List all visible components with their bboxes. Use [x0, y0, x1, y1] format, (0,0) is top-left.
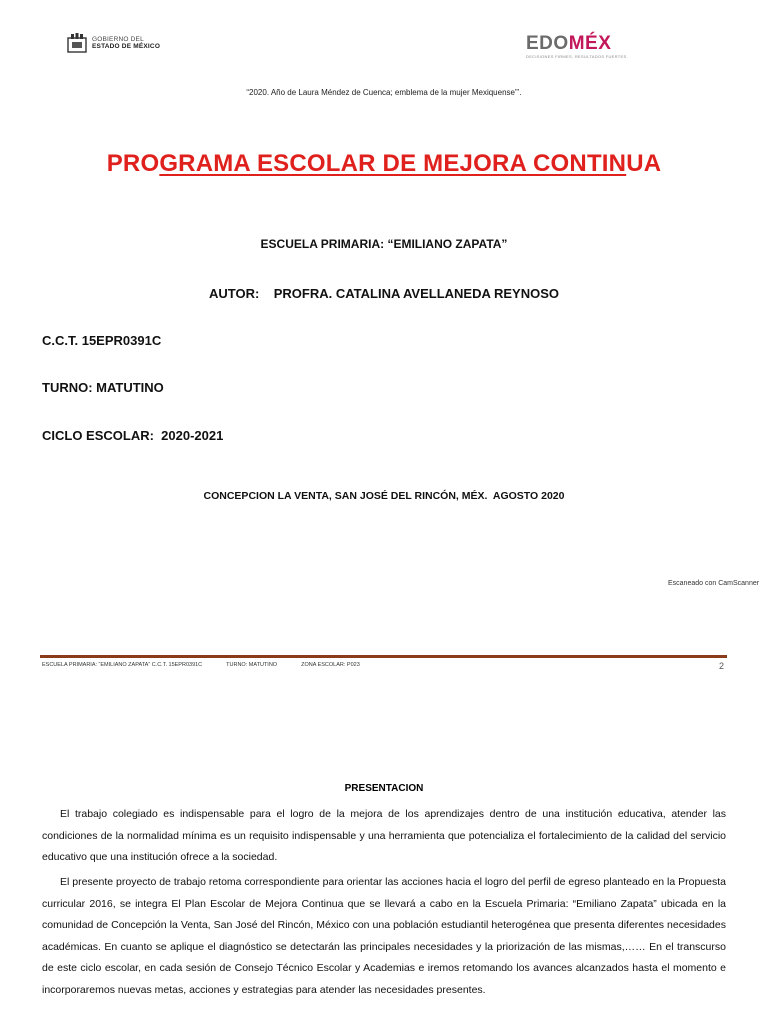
place-date: CONCEPCION LA VENTA, SAN JOSÉ DEL RINCÓN, MÉX. AGOSTO 2020: [203, 490, 565, 502]
footer-zone: ZONA ESCOLAR: P023: [301, 662, 360, 668]
shift: TURNO: MATUTINO: [42, 380, 164, 395]
cct-code: C.C.T. 15EPR0391C: [42, 333, 162, 348]
year-motto: “2020. Año de Laura Méndez de Cuenca; emblema de la mujer Mexiquense”’.: [246, 88, 522, 97]
title-part-1: PRO: [106, 150, 160, 177]
gov-logo-line-1: GOBIERNO DEL: [92, 36, 144, 43]
paragraph-2: El presente proyecto de trabajo retoma correspondiente para orientar las acciones hacia el logro del perfil de egreso planteado en la Propuesta curricular 2016, se integra El Plan Escolar de Mejora Continua que se llevará a cabo en la Escuela Primaria: “Emiliano Zapata” ubicada en la comunidad de Concepción la Venta, San José del Rincón, México con una población estudiantil heterogénea que presenta diferentes necesidades académicas. En cuanto se aplique el diagnóstico se detectarán las principales necesidades y la priorización de las mismas,…… En el transcurso de este ciclo escolar, en cada sesión de Consejo Técnico Escolar y Academias e iremos retomando los avances alcanzados hasta el momento e incorporaremos nuevas metas, acciones y estrategias para atender las necesidades presentes.: [42, 876, 726, 996]
edomex-logo-mx: MÉX: [568, 33, 612, 54]
author-line: AUTOR: PROFRA. CATALINA AVELLANEDA REYNOSO: [208, 286, 560, 301]
document-title: [0, 150, 768, 178]
title-part-3: UA: [626, 150, 662, 177]
title-part-2: GRAMA ESCOLAR DE MEJORA CONTIN: [159, 150, 627, 177]
paragraph-1: El trabajo colegiado es indispensable para el logro de la mejora de los aprendizajes dentro de una institución educativa, atender las condiciones de la normalidad mínima es un requisito indispensable y una herramienta que potencializa el fortalecimiento de la calidad del servicio educativo que una institución ofrece a la sociedad.: [42, 808, 726, 863]
edomex-logo: [526, 34, 628, 59]
government-logo: [66, 33, 160, 53]
footer-divider: [40, 655, 727, 658]
footer-info: [42, 662, 384, 668]
gov-logo-line-2: ESTADO DE MÉXICO: [92, 43, 161, 50]
edomex-tagline: DECISIONES FIRMES, RESULTADOS FUERTES.: [526, 54, 628, 59]
school-name: ESCUELA PRIMARIA: “EMILIANO ZAPATA”: [260, 237, 508, 251]
footer-shift: TURNO: MATUTINO: [226, 662, 278, 668]
camscanner-watermark: Escaneado con CamScanner: [668, 580, 760, 587]
coat-of-arms-icon: [66, 33, 88, 53]
edomex-logo-word: EDO: [526, 33, 569, 54]
page-number: 2: [719, 661, 725, 671]
footer-school: ESCUELA PRIMARIA: “EMILIANO ZAPATA” C.C.T. 15EPR0391C: [42, 662, 203, 668]
section-heading: PRESENTACION: [344, 783, 424, 794]
school-year: CICLO ESCOLAR: 2020-2021: [42, 428, 224, 443]
